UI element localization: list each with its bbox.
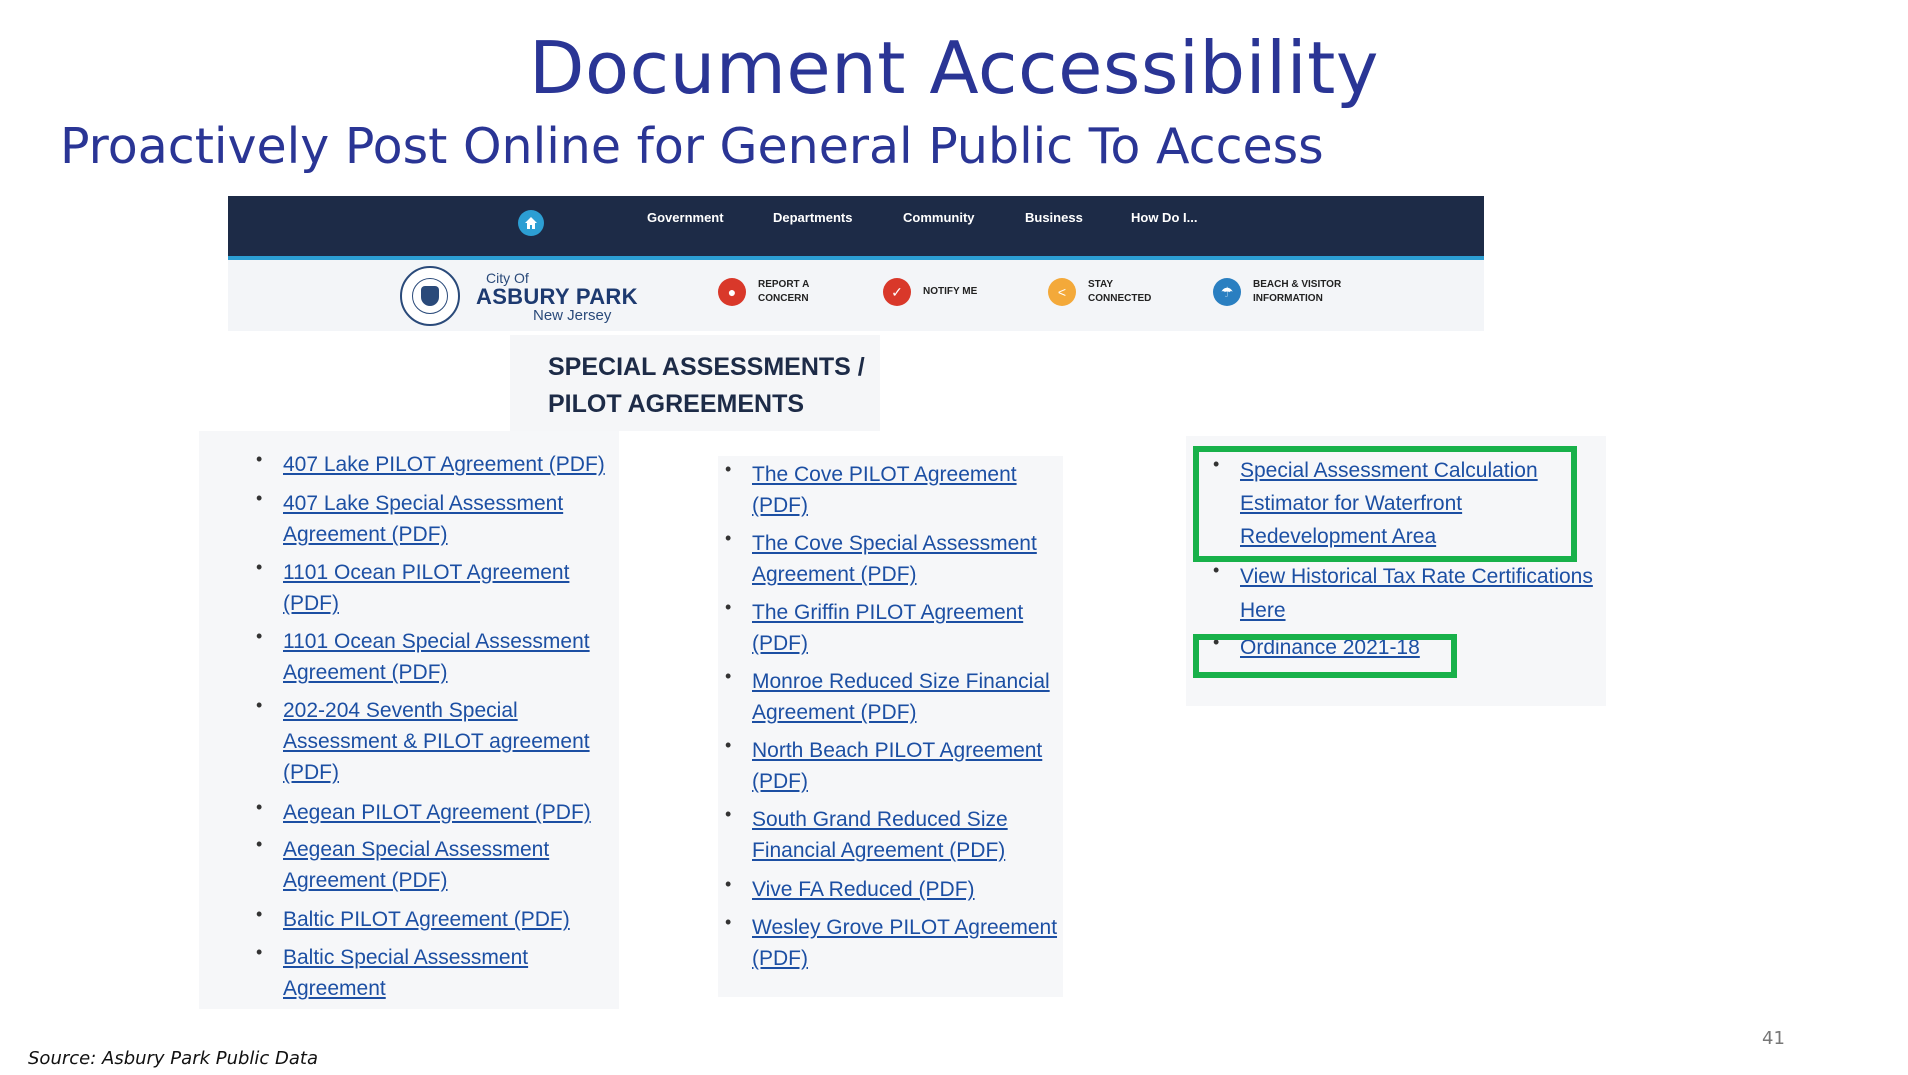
nav-item-government[interactable]: Government: [647, 210, 724, 225]
list-item: • Special Assessment Calculation Estimator for Waterfront Redevelopment Area: [1240, 454, 1595, 560]
highlight-box-estimator: [1193, 446, 1577, 562]
report-concern-icon: ●: [718, 278, 746, 306]
list-item: • The Cove Special Assessment Agreement (PDF): [752, 528, 1062, 597]
list-item: • The Cove PILOT Agreement (PDF): [752, 459, 1062, 528]
document-link[interactable]: Aegean PILOT Agreement (PDF): [283, 801, 591, 824]
document-link[interactable]: 407 Lake PILOT Agreement (PDF): [283, 453, 605, 476]
document-link[interactable]: The Cove PILOT Agreement (PDF): [752, 463, 1017, 517]
beach-umbrella-icon: ☂: [1213, 278, 1241, 306]
list-item: • View Historical Tax Rate Certifications Here: [1240, 560, 1595, 632]
notify-me-icon: ✓: [883, 278, 911, 306]
slide-title: Document Accessibility: [529, 26, 1379, 110]
logo-city-of[interactable]: City Of: [486, 270, 529, 286]
top-navigation-bar: [228, 196, 1484, 260]
list-item: • 407 Lake Special Assessment Agreement (PDF): [283, 488, 613, 557]
list-item: • 202-204 Seventh Special Assessment & PILOT agreement (PDF): [283, 695, 613, 797]
quick-link-label: STAY CONNECTED: [1088, 279, 1152, 304]
logo-city-name[interactable]: ASBURY PARK: [476, 284, 638, 309]
document-link[interactable]: The Griffin PILOT Agreement (PDF): [752, 601, 1024, 655]
list-item: • 1101 Ocean PILOT Agreement (PDF): [283, 557, 613, 626]
list-item: • 1101 Ocean Special Assessment Agreement (PDF): [283, 626, 613, 695]
document-link[interactable]: 1101 Ocean PILOT Agreement (PDF): [283, 561, 570, 615]
site-header: [228, 260, 1484, 331]
website-screenshot: [228, 196, 1484, 331]
list-item: • Baltic PILOT Agreement (PDF): [283, 904, 613, 942]
quick-link-notify-me[interactable]: [883, 278, 1013, 306]
documents-column-2: [718, 456, 1063, 997]
document-link[interactable]: 1101 Ocean Special Assessment Agreement (PDF): [283, 630, 590, 684]
list-item: • Vive FA Reduced (PDF): [752, 874, 1062, 912]
list-item: • Aegean Special Assessment Agreement (PDF): [283, 834, 613, 904]
nav-item-business[interactable]: Business: [1025, 210, 1083, 225]
document-link[interactable]: Special Assessment Calculation Estimator for Waterfront Redevelopment Area: [1240, 459, 1538, 548]
document-link[interactable]: North Beach PILOT Agreement (PDF): [752, 739, 1043, 793]
page-heading-box: [510, 335, 880, 431]
document-link[interactable]: Baltic PILOT Agreement (PDF): [283, 908, 570, 931]
highlight-box-ordinance: [1193, 634, 1457, 678]
document-link[interactable]: 407 Lake Special Assessment Agreement (PDF): [283, 492, 564, 546]
quick-link-label: REPORT A CONCERN: [758, 279, 809, 304]
list-item: • Monroe Reduced Size Financial Agreement (PDF): [752, 666, 1062, 735]
quick-link-label: BEACH & VISITOR INFORMATION: [1253, 279, 1342, 304]
list-item: • Aegean PILOT Agreement (PDF): [283, 797, 613, 834]
slide-subtitle: Proactively Post Online for General Public To Access: [60, 118, 1324, 175]
city-seal-logo[interactable]: [400, 266, 460, 326]
document-link[interactable]: Ordinance 2021-18: [1240, 636, 1420, 659]
list-item: • Ordinance 2021-18: [1240, 632, 1595, 672]
document-link[interactable]: Vive FA Reduced (PDF): [752, 878, 975, 901]
document-link[interactable]: Wesley Grove PILOT Agreement (PDF): [752, 916, 1058, 970]
list-item: • The Griffin PILOT Agreement (PDF): [752, 597, 1062, 666]
list-item: • Baltic Special Assessment Agreement: [283, 942, 613, 1004]
document-link[interactable]: View Historical Tax Rate Certifications Here: [1240, 565, 1593, 622]
source-note: Source: Asbury Park Public Data: [28, 1048, 319, 1069]
quick-link-report-concern[interactable]: [718, 278, 848, 306]
share-icon: <: [1048, 278, 1076, 306]
list-item: • 407 Lake PILOT Agreement (PDF): [283, 449, 613, 488]
document-link[interactable]: The Cove Special Assessment Agreement (PDF): [752, 532, 1037, 586]
document-link[interactable]: South Grand Reduced Size Financial Agreement (PDF): [752, 808, 1008, 862]
document-link[interactable]: Baltic Special Assessment Agreement: [283, 946, 529, 1000]
quick-link-stay-connected[interactable]: [1048, 278, 1178, 306]
page-heading: SPECIAL ASSESSMENTS / PILOT AGREEMENTS: [548, 353, 865, 418]
list-item: • South Grand Reduced Size Financial Agreement (PDF): [752, 804, 1062, 874]
logo-state[interactable]: New Jersey: [533, 307, 612, 324]
nav-item-departments[interactable]: Departments: [773, 210, 853, 225]
quick-link-label: NOTIFY ME: [923, 286, 978, 297]
document-link[interactable]: Aegean Special Assessment Agreement (PDF): [283, 838, 550, 892]
document-link[interactable]: 202-204 Seventh Special Assessment & PILOT agreement (PDF): [283, 699, 590, 784]
document-link[interactable]: Monroe Reduced Size Financial Agreement (PDF): [752, 670, 1050, 724]
nav-item-how-do-i[interactable]: How Do I...: [1131, 210, 1198, 225]
list-item: • Wesley Grove PILOT Agreement (PDF): [752, 912, 1062, 974]
nav-item-community[interactable]: Community: [903, 210, 975, 225]
documents-column-1: [199, 431, 619, 1009]
home-icon[interactable]: [518, 210, 544, 236]
quick-link-beach-visitor[interactable]: [1213, 278, 1343, 306]
list-item: • North Beach PILOT Agreement (PDF): [752, 735, 1062, 804]
page-number: 41: [1762, 1028, 1785, 1049]
